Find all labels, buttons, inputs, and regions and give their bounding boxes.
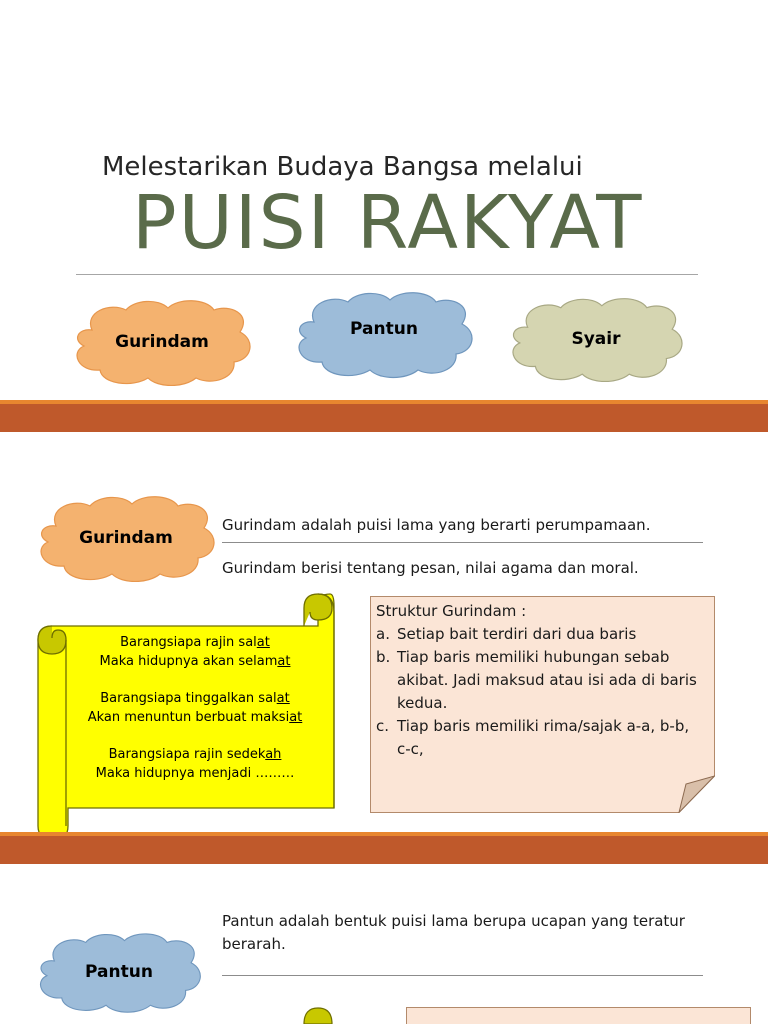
list-text: Tiap baris memiliki rima/sajak a-a, b-b, c-c, [397,717,690,758]
struktur-title: Struktur Gurindam : [376,602,527,620]
stanza-line [70,633,320,652]
slide-separator [0,400,768,432]
definition-divider [222,542,703,543]
cloud-pantun-2 [34,928,204,1016]
rhyme-underline: at [256,635,270,650]
list-marker: c. [376,717,390,735]
line-text: Maka hidupnya menjadi ……… [95,766,295,781]
definition-divider [222,975,703,976]
stanza-line [70,652,320,671]
struktur-item [376,646,706,715]
slide-subtitle: Melestarikan Budaya Bangsa melalui [102,152,583,182]
slide-separator [0,832,768,864]
line-text: Akan menuntun berbuat maksi [87,710,290,725]
stanza-line [70,708,320,727]
cloud-syair [504,296,688,382]
stanza-line [70,764,320,783]
struktur-item [376,623,706,646]
cloud-pantun [292,290,476,380]
cloud-label: Gurindam [115,332,209,352]
cloud-label: Pantun [350,319,418,339]
struktur-note [370,596,715,813]
rhyme-underline: at [289,710,303,725]
list-marker: b. [376,648,391,666]
stanza-line [70,745,320,764]
scroll-curl-icon [300,1006,336,1024]
line-text: Barangsiapa tinggalkan sal [100,691,277,706]
line-text: Barangsiapa rajin sal [120,635,257,650]
stanza-line [70,689,320,708]
cloud-gurindam [70,298,254,386]
gurindam-content: Gurindam berisi tentang pesan, nilai agama dan moral. [222,559,639,577]
struktur-item [376,715,706,761]
cloud-gurindam-2 [34,494,218,582]
title-divider [76,274,698,275]
slide-title: PUISI RAKYAT [132,180,644,266]
gurindam-definition: Gurindam adalah puisi lama yang berarti perumpamaan. [222,516,651,534]
cloud-label: Pantun [85,962,153,982]
line-text: Maka hidupnya akan selam [99,654,278,669]
rhyme-underline: ah [265,747,282,762]
pantun-definition: Pantun adalah bentuk puisi lama berupa ucapan yang teratur berarah. [222,912,685,953]
list-marker: a. [376,625,390,643]
rhyme-underline: at [276,691,290,706]
gurindam-example [70,633,320,783]
list-text: Tiap baris memiliki hubungan sebab akibat. Jadi maksud atau isi ada di baris kedua. [397,648,697,712]
struktur-note-partial [406,1007,751,1024]
line-text: Barangsiapa rajin sedek [108,747,266,762]
rhyme-underline: at [277,654,291,669]
cloud-label: Gurindam [79,528,173,548]
cloud-label: Syair [571,329,621,349]
list-text: Setiap bait terdiri dari dua baris [397,625,637,643]
